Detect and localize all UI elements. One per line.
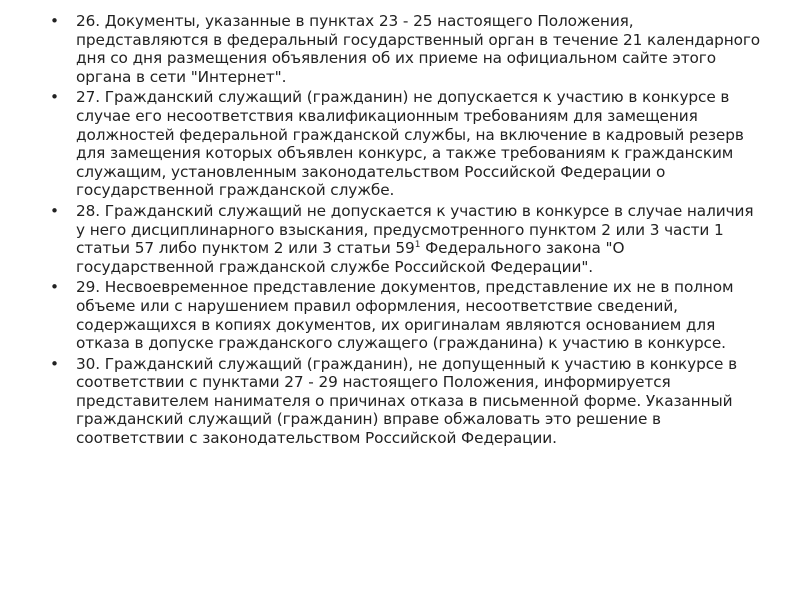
item-text-before-superscript: 28. Гражданский служащий не допускается к участию в конкурсе в случае наличия у него дисциплинарного взыскания, предусмотренного пунктом 2 или 3 части 1 статьи 57 либо пунктом 2 или 3 статьи 59 <box>76 201 754 258</box>
document-text <box>50 12 765 450</box>
list-item-27 <box>50 88 765 200</box>
item-text: 27. Гражданский служащий (гражданин) не допускается к участию в конкурсе в случае его несоответствия квалификационным требованиям для замещения должностей федеральной гражданской службы, на включение в кадровый резерв для замещения которых объявлен конкурс, а также требованиям к гражданским служащим, установленным законодательством Российской Федерации о государственной гражданской службе. <box>76 88 744 200</box>
list-item-28 <box>50 202 765 276</box>
list-item-26 <box>50 12 765 86</box>
item-text: 26. Документы, указанные в пунктах 23 - 25 настоящего Положения, представляются в федеральный государственный орган в течение 21 календарного дня со дня размещения объявления об их приеме на официальном сайте этого органа в сети "Интернет". <box>76 12 761 86</box>
bullet-icon: • <box>50 278 59 297</box>
bullet-icon: • <box>50 88 59 107</box>
item-text: 29. Несвоевременное представление документов, представление их не в полном объеме или с нарушением правил оформления, несоответствие сведений, содержащихся в копиях документов, их оригиналам являются основанием для отказа в допуске гражданского служащего (гражданина) к участию в конкурсе. <box>76 278 734 353</box>
list-item-30 <box>50 355 765 448</box>
item-text: 30. Гражданский служащий (гражданин), не допущенный к участию в конкурсе в соответствии с пунктами 27 - 29 настоящего Положения, информируется представителем нанимателя о причинах отказа в письменной форме. Указанный гражданский служащий (гражданин) вправе обжаловать это решение в соответствии с законодательством Российской Федерации. <box>76 354 738 448</box>
bullet-icon: • <box>50 12 59 30</box>
item-text-after-superscript: Федерального закона "О государственной гражданской службе Российской Федерации". <box>76 239 625 276</box>
superscript-marker: 1 <box>414 240 421 251</box>
bullet-icon: • <box>50 201 59 220</box>
list-item-29 <box>50 278 765 352</box>
bullet-icon: • <box>50 354 59 373</box>
